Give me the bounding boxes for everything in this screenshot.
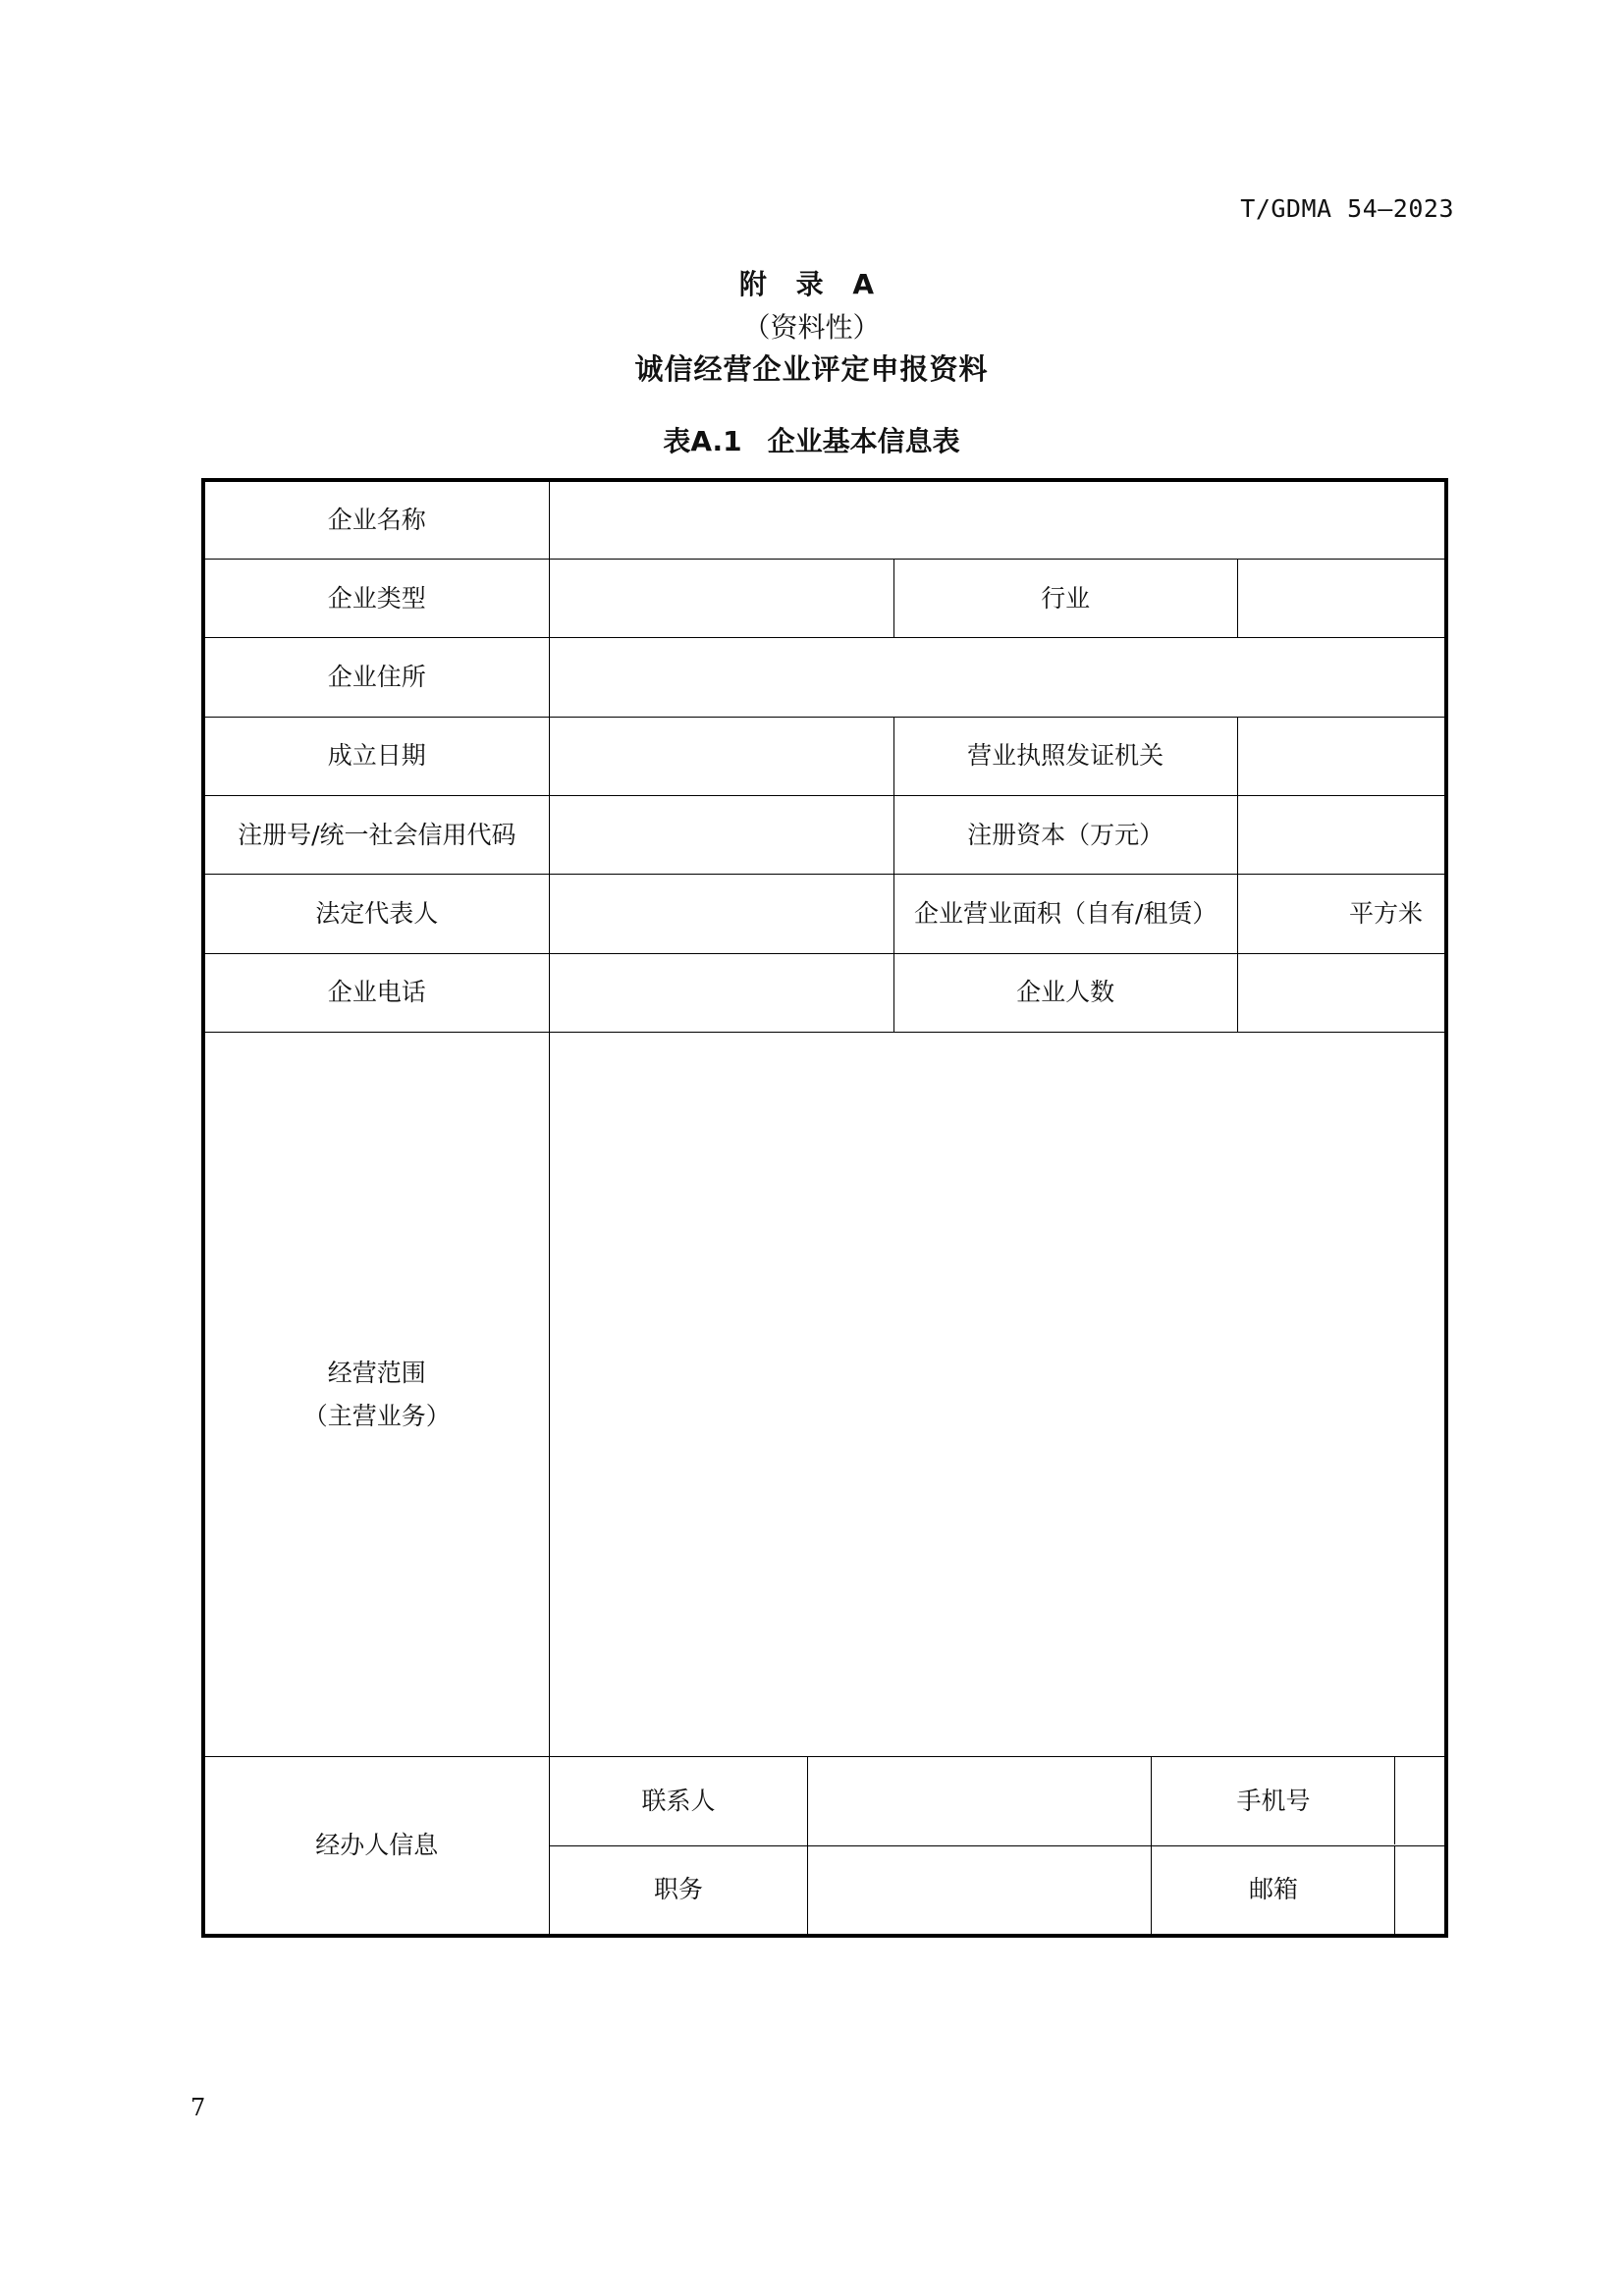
label-business-area: 企业营业面积（自有/租赁） (893, 875, 1237, 953)
table-row (203, 480, 1446, 559)
field-phone[interactable] (549, 953, 893, 1032)
table-number: 表A.1 (663, 425, 742, 457)
enterprise-info-table (201, 478, 1448, 1938)
label-license-authority: 营业执照发证机关 (893, 717, 1237, 795)
business-scope-title: 经营范围 (327, 1358, 426, 1387)
field-position[interactable] (808, 1845, 1152, 1936)
field-industry[interactable] (1237, 559, 1446, 637)
label-email (1152, 1845, 1446, 1936)
label-industry: 行业 (893, 559, 1237, 637)
field-enterprise-name[interactable] (549, 480, 1446, 559)
main-business-subtitle: （主营业务） (302, 1401, 451, 1430)
appendix-heading: 附 录 A (738, 268, 885, 300)
label-established-date: 成立日期 (203, 717, 549, 795)
table-row (203, 717, 1446, 795)
table-row (203, 1032, 1446, 1756)
area-unit: 平方米 (1348, 898, 1423, 928)
table-row (203, 875, 1446, 953)
label-enterprise-address: 企业住所 (203, 638, 549, 717)
field-business-area[interactable] (1237, 875, 1446, 953)
label-enterprise-name: 企业名称 (203, 480, 549, 559)
mobile-label: 手机号 (1152, 1757, 1395, 1844)
field-established-date[interactable] (549, 717, 893, 795)
appendix-title: 诚信经营企业评定申报资料 (634, 352, 989, 386)
table-row (203, 638, 1446, 717)
table-row (203, 1757, 1446, 1845)
table-title: 企业基本信息表 (767, 425, 960, 457)
label-registered-capital: 注册资本（万元） (893, 795, 1237, 874)
label-enterprise-type: 企业类型 (203, 559, 549, 637)
field-enterprise-type[interactable] (549, 559, 893, 637)
mobile-split (1152, 1757, 1444, 1844)
email-label: 邮箱 (1152, 1846, 1395, 1934)
label-registration-code: 注册号/统一社会信用代码 (203, 795, 549, 874)
table-row (203, 559, 1446, 637)
label-legal-representative: 法定代表人 (203, 875, 549, 953)
field-business-scope[interactable] (549, 1032, 1446, 1756)
page-number: 7 (190, 2094, 206, 2121)
label-contact-person: 联系人 (549, 1757, 808, 1845)
label-mobile (1152, 1757, 1446, 1845)
field-contact-person[interactable] (808, 1757, 1152, 1845)
label-position: 职务 (549, 1845, 808, 1936)
table-row (203, 795, 1446, 874)
field-registration-code[interactable] (549, 795, 893, 874)
email-split (1152, 1846, 1444, 1934)
field-registered-capital[interactable] (1237, 795, 1446, 874)
table-caption (0, 420, 1623, 459)
appendix-nature: （资料性） (742, 311, 881, 344)
label-phone: 企业电话 (203, 953, 549, 1032)
label-headcount: 企业人数 (893, 953, 1237, 1032)
field-license-authority[interactable] (1237, 717, 1446, 795)
field-headcount[interactable] (1237, 953, 1446, 1032)
label-handler-info: 经办人信息 (203, 1757, 549, 1936)
label-business-scope (203, 1032, 549, 1756)
field-enterprise-address[interactable] (549, 638, 1446, 717)
field-email[interactable] (1395, 1846, 1444, 1934)
field-legal-representative[interactable] (549, 875, 893, 953)
table-row (203, 953, 1446, 1032)
field-mobile[interactable] (1395, 1757, 1444, 1844)
standard-code: T/GDMA 54—2023 (1240, 194, 1454, 223)
